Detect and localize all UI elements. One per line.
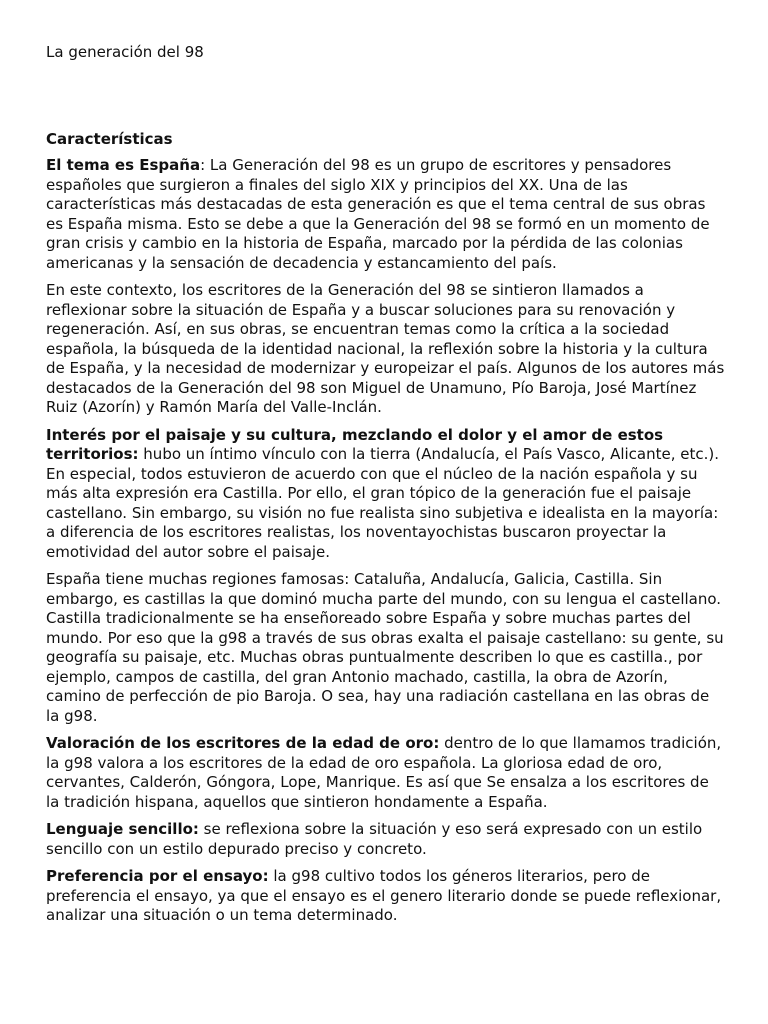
paragraph-lenguaje xyxy=(46,820,726,859)
paragraph-lead: Valoración de los escritores de la edad de oro: xyxy=(46,734,440,752)
paragraph-text: la g98 cultivo todos los géneros literarios, pero de preferencia el ensayo, ya que el ensayo es el genero literario donde se puede reflexionar, analizar una situación o un tema determinado. xyxy=(46,867,722,924)
paragraph-text: hubo un íntimo vínculo con la tierra (Andalucía, el País Vasco, Alicante, etc.). En especial, todos estuvieron de acuerdo con que el núcleo de la nación española y su más alta expresión era Castilla. Por ello, el gran tópico de la generación fue el paisaje castellano. Sin embargo, su visión no fue realista sino subjetiva e idealista en la mayoría: a diferencia de los escritores realistas, los noventayochistas buscaron proyectar la emotividad del autor sobre el paisaje. xyxy=(46,445,720,561)
paragraph-regiones xyxy=(46,570,726,726)
paragraph-text: En este contexto, los escritores de la Generación del 98 se sintieron llamados a reflexionar sobre la situación de España y a buscar soluciones para su renovación y regeneración. Así, en sus obras, se encuentran temas como la crítica a la sociedad española, la búsqueda de la identidad nacional, la reflexión sobre la historia y la cultura de España, y la necesidad de modernizar y europeizar el país. Algunos de los autores más destacados de la Generación del 98 son Miguel de Unamuno, Pío Baroja, José Martínez Ruiz (Azorín) y Ramón María del Valle-Inclán. xyxy=(46,281,725,416)
paragraph-lead: Lenguaje sencillo: xyxy=(46,820,199,838)
paragraph-text: : La Generación del 98 es un grupo de escritores y pensadores españoles que surgieron a finales del siglo XIX y principios del XX. Una de las características más destacadas de esta generación es que el tema central de sus obras es España misma. Esto se debe a que la Generación del 98 se formó en un momento de gran crisis y cambio en la historia de España, marcado por la pérdida de las colonias americanas y la sensación de decadencia y estancamiento del país. xyxy=(46,156,710,272)
paragraph-lead: Preferencia por el ensayo: xyxy=(46,867,269,885)
paragraph-text: España tiene muchas regiones famosas: Cataluña, Andalucía, Galicia, Castilla. Sin embargo, es castillas la que dominó mucha parte del mundo, con su lengua el castellano. Castilla tradicionalmente se ha enseñoreado sobre España y sobre muchas partes del mundo. Por eso que la g98 a través de sus obras exalta el paisaje castellano: su gente, su geografía su paisaje, etc. Muchas obras puntualmente describen lo que es castilla., por ejemplo, campos de castilla, del gran Antonio machado, castilla, la obra de Azorín, camino de perfección de pio Baroja. O sea, hay una radiación castellana en las obras de la g98. xyxy=(46,570,724,725)
paragraph-text: dentro de lo que llamamos tradición, la g98 valora a los escritores de la edad de oro española. La gloriosa edad de oro, cervantes, Calderón, Góngora, Lope, Manrique. Es así que Se ensalza a los escritores de la tradición hispana, aquellos que sintieron hondamente a España. xyxy=(46,734,722,811)
paragraph-paisaje xyxy=(46,426,726,563)
paragraph-lead: Interés por el paisaje y su cultura, mezclando el dolor y el amor de estos territorios: xyxy=(46,425,664,463)
paragraph-edad-de-oro xyxy=(46,734,726,812)
paragraph-ensayo xyxy=(46,867,726,926)
paragraph-text: se reflexiona sobre la situación y eso será expresado con un estilo sencillo con un estilo depurado preciso y concreto. xyxy=(46,820,703,858)
paragraph-lead: El tema es España xyxy=(46,156,201,174)
paragraph-contexto xyxy=(46,281,726,418)
document-title: La generación del 98 xyxy=(46,43,204,61)
paragraph-tema-espana xyxy=(46,156,726,273)
section-heading: Características xyxy=(46,130,173,148)
